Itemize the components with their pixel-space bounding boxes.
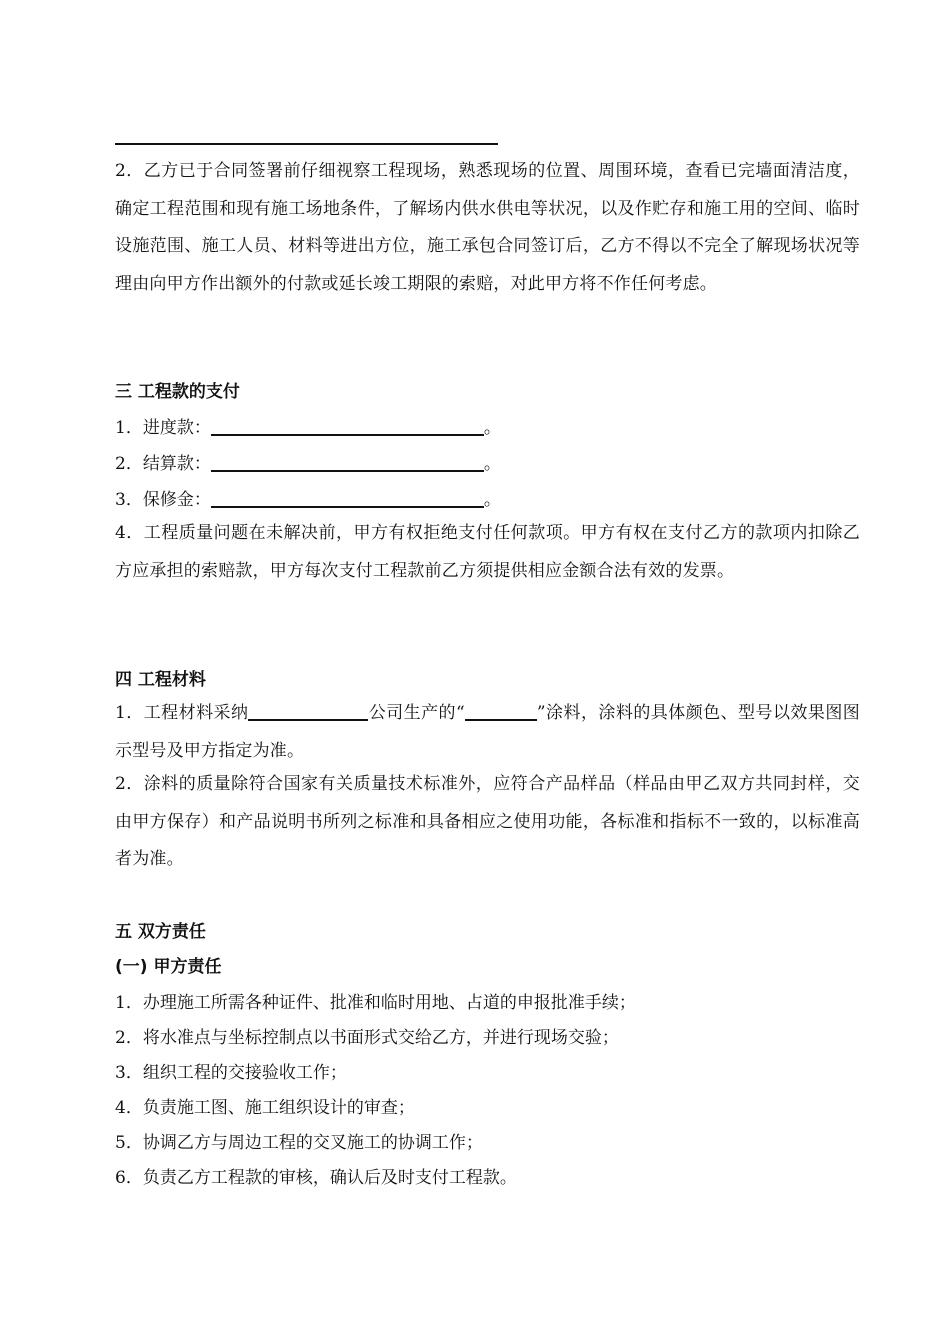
party-a-duty-item: 1．办理施工所需各种证件、批准和临时用地、占道的申报批准手续；	[115, 993, 636, 1013]
warranty-deposit-blank[interactable]	[211, 488, 484, 508]
party-a-duty-item: 6．负责乙方工程款的审核，确认后及时支付工程款。	[115, 1168, 517, 1188]
period: 。	[483, 490, 501, 510]
period: 。	[483, 454, 501, 474]
section2-item2-paragraph: 2．乙方已于合同签署前仔细视察工程现场，熟悉现场的位置、周围环境，查看已完墙面清洁度，确定工程范围和现有施工场地条件，了解场内供水供电等状况，以及作贮存和施工用的空间、临时设施范围、施工人员、材料等进出方位，施工承包合同签订后，乙方不得以不完全了解现场状况等理由向甲方作出额外的付款或延长竣工期限的索赔，对此甲方将不作任何考虑。	[115, 161, 860, 294]
manufacturer-blank[interactable]	[248, 701, 368, 721]
party-a-duty-item: 2．将水准点与坐标控制点以书面形式交给乙方，并进行现场交验；	[115, 1028, 619, 1048]
material-text-1: 1．工程材料采纳	[115, 703, 249, 723]
party-a-duty-item: 5．协调乙方与周边工程的交叉施工的协调工作；	[115, 1133, 483, 1153]
warranty-deposit-label: 3．保修金：	[115, 490, 211, 510]
section3-heading: 三 工程款的支付	[115, 382, 240, 402]
progress-payment-blank[interactable]	[211, 416, 484, 436]
section5-heading: 五 双方责任	[115, 922, 206, 942]
settlement-payment-blank[interactable]	[211, 452, 484, 472]
signature-blank-line	[115, 143, 498, 145]
party-a-duty-item: 4．负责施工图、施工组织设计的审查；	[115, 1098, 415, 1118]
section4-heading: 四 工程材料	[115, 670, 206, 690]
brand-blank[interactable]	[465, 701, 537, 721]
section4-item1-paragraph	[115, 695, 860, 770]
section3-item3	[115, 488, 860, 512]
party-a-duty-item: 3．组织工程的交接验收工作；	[115, 1063, 347, 1083]
settlement-payment-label: 2．结算款：	[115, 454, 211, 474]
period: 。	[483, 418, 501, 438]
section3-item2	[115, 452, 860, 476]
material-text-3: ”涂料，涂料的具体颜色、型号以效果图图示型号及甲方指定为准。	[115, 703, 860, 761]
material-text-2: 公司生产的“	[368, 703, 465, 723]
section3-item1	[115, 416, 860, 440]
progress-payment-label: 1．进度款：	[115, 418, 211, 438]
section5-subheading-party-a: (一) 甲方责任	[115, 957, 222, 977]
section3-item4-paragraph: 4．工程质量问题在未解决前，甲方有权拒绝支付任何款项。甲方有权在支付乙方的款项内扣除乙方应承担的索赔款，甲方每次支付工程款前乙方须提供相应金额合法有效的发票。	[115, 523, 860, 581]
section4-item2-paragraph: 2．涂料的质量除符合国家有关质量技术标准外，应符合产品样品（样品由甲乙双方共同封样，交由甲方保存）和产品说明书所列之标准和具备相应之使用功能，各标准和指标不一致的，以标准高者为准。	[115, 774, 860, 869]
